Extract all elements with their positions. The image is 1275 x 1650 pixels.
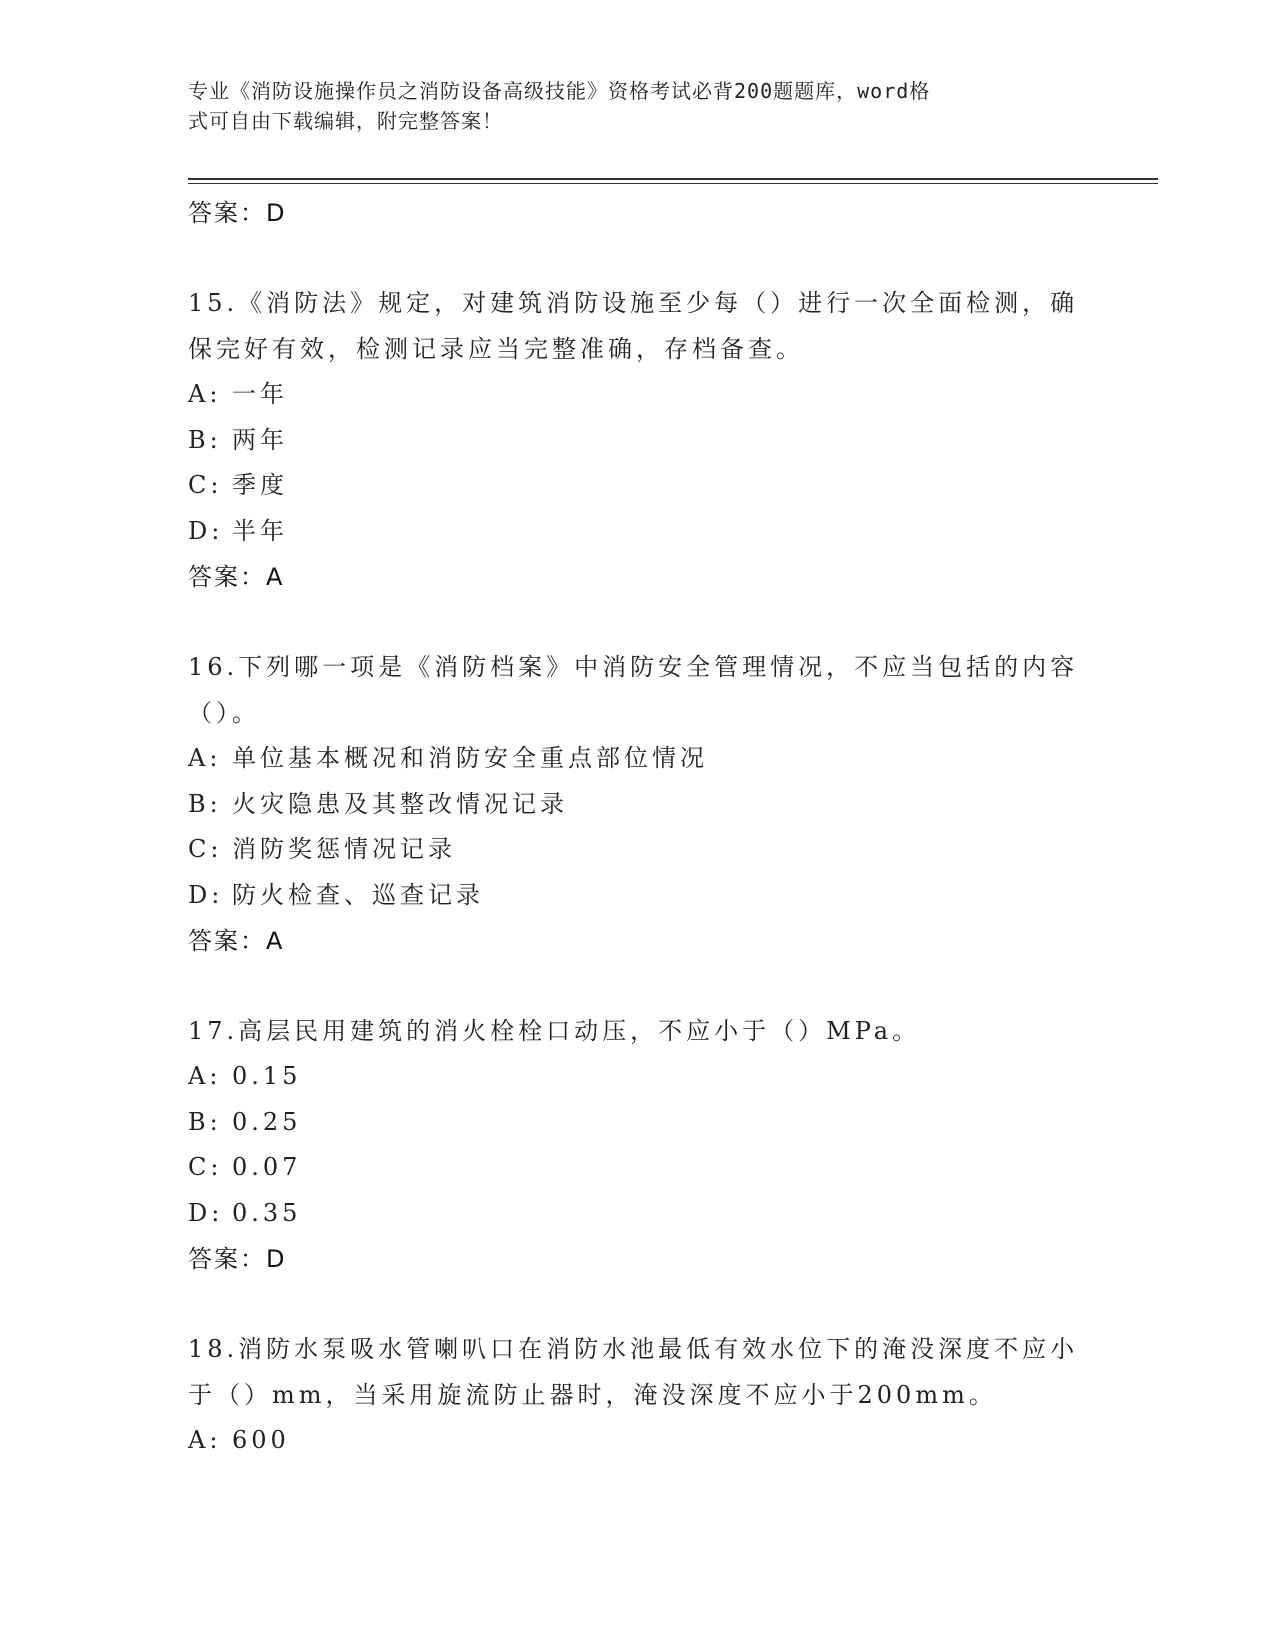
document-header — [188, 76, 1058, 136]
option-label: A: — [188, 1062, 222, 1090]
option-b — [188, 418, 1088, 464]
option-label: B: — [188, 789, 222, 818]
option-a — [188, 1418, 1088, 1464]
option-text: 600 — [232, 1426, 290, 1454]
option-label: A: — [188, 380, 222, 408]
question-stem: 17.高层民用建筑的消火栓栓口动压，不应小于（）MPa。 — [188, 1017, 921, 1045]
option-text: 0.25 — [232, 1107, 302, 1136]
option-text: 0.35 — [232, 1198, 302, 1227]
spacer — [188, 1282, 1088, 1326]
option-text: 0.07 — [232, 1153, 302, 1181]
question-16 — [188, 644, 1088, 964]
option-text: 防火检查、巡查记录 — [232, 880, 484, 909]
option-text: 半年 — [232, 516, 288, 545]
question-stem: 15.《消防法》规定，对建筑消防设施至少每（）进行一次全面检测，确保完好有效，检测记录应当完整准确，存档备查。 — [188, 289, 1079, 363]
option-a — [188, 736, 1088, 782]
question-stem: 16.下列哪一项是《消防档案》中消防安全管理情况，不应当包括的内容（）。 — [188, 653, 1079, 727]
option-text: 消防奖惩情况记录 — [232, 835, 456, 863]
option-text: 一年 — [232, 380, 288, 408]
option-text: 0.15 — [232, 1062, 302, 1090]
option-label: C: — [188, 1153, 223, 1181]
option-label: A: — [188, 744, 222, 772]
question-17 — [188, 1008, 1088, 1282]
spacer — [188, 964, 1088, 1008]
spacer — [188, 236, 1088, 280]
header-divider-thick — [188, 178, 1158, 180]
option-c — [188, 463, 1088, 509]
option-c — [188, 827, 1088, 873]
option-label: C: — [188, 835, 223, 863]
option-label: D: — [188, 516, 224, 545]
option-a — [188, 1054, 1088, 1100]
question-18 — [188, 1326, 1088, 1464]
option-label: C: — [188, 471, 223, 499]
option-b — [188, 782, 1088, 828]
option-label: A: — [188, 1426, 222, 1454]
option-d — [188, 1191, 1088, 1237]
spacer — [188, 600, 1088, 644]
header-divider-thin — [188, 183, 1158, 184]
option-c — [188, 1145, 1088, 1191]
option-text: 两年 — [232, 425, 288, 454]
answer-line: 答案：D — [188, 1245, 287, 1273]
option-text: 单位基本概况和消防安全重点部位情况 — [232, 744, 708, 772]
answer-line: 答案：A — [188, 563, 285, 591]
option-text: 火灾隐患及其整改情况记录 — [232, 789, 568, 818]
option-label: B: — [188, 1107, 222, 1136]
option-text: 季度 — [232, 471, 288, 499]
option-b — [188, 1100, 1088, 1146]
answer-line: 答案：A — [188, 927, 285, 955]
option-a — [188, 372, 1088, 418]
option-label: B: — [188, 425, 222, 454]
header-line-2: 式可自由下载编辑，附完整答案！ — [188, 109, 503, 133]
question-stem: 18.消防水泵吸水管喇叭口在消防水池最低有效水位下的淹没深度不应小于（）mm，当采用旋流防止器时，淹没深度不应小于200mm。 — [188, 1335, 1079, 1409]
option-d — [188, 509, 1088, 555]
option-d — [188, 873, 1088, 919]
previous-answer: 答案：D — [188, 199, 287, 227]
question-list — [188, 190, 1088, 1464]
header-line-1: 专业《消防设施操作员之消防设备高级技能》资格考试必背200题题库，word格 — [188, 79, 931, 103]
option-label: D: — [188, 880, 224, 909]
question-15 — [188, 280, 1088, 600]
option-label: D: — [188, 1198, 224, 1227]
